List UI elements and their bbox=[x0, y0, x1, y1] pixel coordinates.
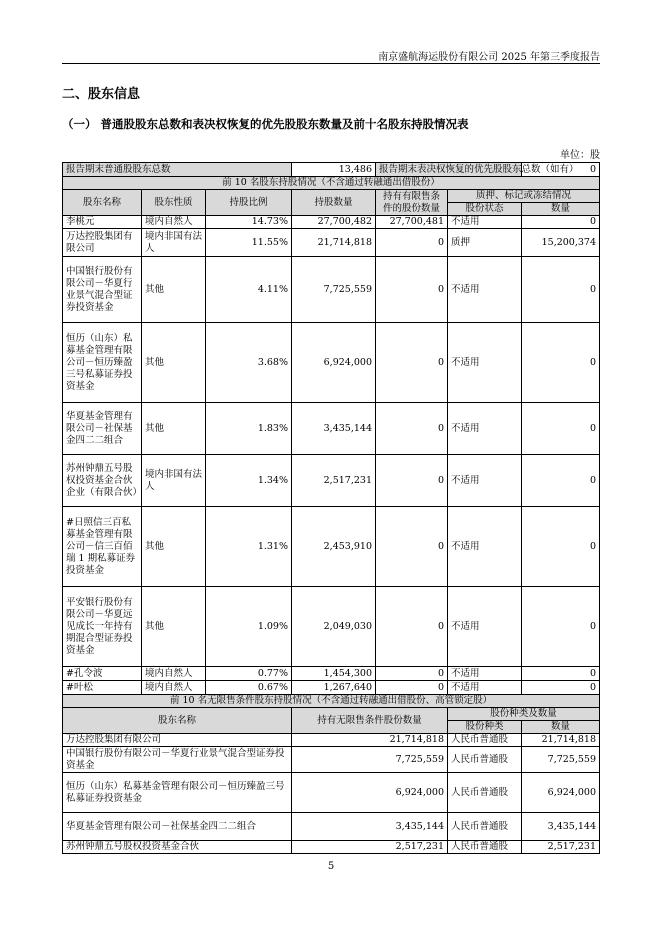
holder-nature: 其他 bbox=[142, 403, 206, 455]
holding-quantity: 7,725,559 bbox=[292, 257, 376, 323]
unrestricted-title: 前 10 名无限售条件股东持股情况（不含通过转融通出借股份、高管锁定股） bbox=[63, 695, 600, 708]
col-header-status: 股份状态 bbox=[448, 203, 522, 216]
common-holders-value: 13,486 bbox=[292, 163, 376, 177]
pledge-status: 不适用 bbox=[448, 681, 522, 695]
top10-title: 前 10 名股东持股情况（不含通过转融通出借股份） bbox=[63, 177, 600, 190]
holder-nature: 其他 bbox=[142, 257, 206, 323]
pledge-count: 0 bbox=[522, 257, 600, 323]
holding-quantity: 2,517,231 bbox=[292, 455, 376, 507]
col-header-name: 股东名称 bbox=[63, 708, 292, 734]
holding-quantity: 21,714,818 bbox=[292, 229, 376, 257]
col-header-unrestricted-quantity: 持有无限售条件股份数量 bbox=[292, 708, 448, 734]
holding-ratio: 1.09% bbox=[206, 587, 292, 667]
col-header-ratio: 持股比例 bbox=[206, 190, 292, 216]
holding-ratio: 14.73% bbox=[206, 216, 292, 229]
share-count: 7,725,559 bbox=[522, 747, 600, 773]
restricted-quantity: 0 bbox=[376, 587, 448, 667]
report-title: 南京盛航海运股份有限公司 2025 年第三季度报告 bbox=[378, 52, 600, 63]
shareholder-table bbox=[62, 162, 600, 854]
pledge-count: 0 bbox=[522, 587, 600, 667]
pledge-count: 0 bbox=[522, 403, 600, 455]
share-count: 3,435,144 bbox=[522, 813, 600, 841]
holding-quantity: 2,453,910 bbox=[292, 507, 376, 587]
restricted-quantity: 0 bbox=[376, 229, 448, 257]
pledge-status: 质押 bbox=[448, 229, 522, 257]
holder-name: #叶松 bbox=[63, 681, 142, 695]
holding-ratio: 0.67% bbox=[206, 681, 292, 695]
pledge-status: 不适用 bbox=[448, 587, 522, 667]
top10-row bbox=[63, 455, 600, 507]
page-header bbox=[62, 41, 600, 64]
unrestricted-quantity: 6,924,000 bbox=[292, 773, 448, 813]
col-header-type-group: 股份种类及数量 bbox=[448, 708, 600, 721]
top10-row bbox=[63, 257, 600, 323]
restricted-quantity: 0 bbox=[376, 403, 448, 455]
unrestricted-header-row bbox=[63, 708, 600, 721]
holding-quantity: 1,454,300 bbox=[292, 667, 376, 681]
pledge-status: 不适用 bbox=[448, 257, 522, 323]
holding-ratio: 1.31% bbox=[206, 507, 292, 587]
summary-row bbox=[63, 163, 600, 177]
holder-name: #孔令波 bbox=[63, 667, 142, 681]
restricted-quantity: 0 bbox=[376, 323, 448, 403]
unrestricted-quantity: 3,435,144 bbox=[292, 813, 448, 841]
top10-row bbox=[63, 667, 600, 681]
col-header-pledge: 质押、标记或冻结情况 bbox=[448, 190, 600, 203]
unit-label: 单位：股 bbox=[560, 150, 600, 161]
pledge-status: 不适用 bbox=[448, 455, 522, 507]
pledge-status: 不适用 bbox=[448, 667, 522, 681]
top10-title-row bbox=[63, 177, 600, 190]
unrestricted-row bbox=[63, 841, 600, 854]
pledge-status: 不适用 bbox=[448, 323, 522, 403]
pledge-count: 0 bbox=[522, 323, 600, 403]
holder-nature: 其他 bbox=[142, 323, 206, 403]
holder-name: 李桃元 bbox=[63, 216, 142, 229]
unrestricted-quantity: 2,517,231 bbox=[292, 841, 448, 854]
top10-header-row bbox=[63, 190, 600, 203]
holding-ratio: 0.77% bbox=[206, 667, 292, 681]
share-count: 2,517,231 bbox=[522, 841, 600, 854]
holding-quantity: 1,267,640 bbox=[292, 681, 376, 695]
holder-name: 平安银行股份有限公司－华夏远见成长一年持有期混合型证券投资基金 bbox=[63, 587, 142, 667]
share-type: 人民币普通股 bbox=[448, 841, 522, 854]
pledge-count: 0 bbox=[522, 667, 600, 681]
holder-name: 恒历（山东）私募基金管理有限公司－恒历臻盈三号私募证券投资基金 bbox=[63, 323, 142, 403]
top10-row bbox=[63, 229, 600, 257]
restricted-quantity: 27,700,481 bbox=[376, 216, 448, 229]
unrestricted-row bbox=[63, 747, 600, 773]
pledge-count: 0 bbox=[522, 507, 600, 587]
col-header-restricted: 持有有限售条件的股份数量 bbox=[376, 190, 448, 216]
holding-quantity: 27,700,482 bbox=[292, 216, 376, 229]
share-type: 人民币普通股 bbox=[448, 734, 522, 747]
holder-nature: 境内自然人 bbox=[142, 681, 206, 695]
holding-ratio: 1.34% bbox=[206, 455, 292, 507]
unrestricted-holder-name: 苏州钟鼎五号股权投资基金合伙 bbox=[63, 841, 292, 854]
unrestricted-quantity: 7,725,559 bbox=[292, 747, 448, 773]
unrestricted-row bbox=[63, 773, 600, 813]
col-header-nature: 股东性质 bbox=[142, 190, 206, 216]
unrestricted-quantity: 21,714,818 bbox=[292, 734, 448, 747]
restricted-quantity: 0 bbox=[376, 455, 448, 507]
holding-quantity: 3,435,144 bbox=[292, 403, 376, 455]
preferred-holders-label: 报告期末表决权恢复的优先股股东总数（如有） bbox=[376, 163, 522, 177]
holder-nature: 其他 bbox=[142, 587, 206, 667]
col-header-share-count: 数量 bbox=[522, 721, 600, 734]
pledge-count: 0 bbox=[522, 681, 600, 695]
pledge-count: 0 bbox=[522, 216, 600, 229]
section-title: 二、股东信息 bbox=[62, 87, 141, 102]
pledge-status: 不适用 bbox=[448, 403, 522, 455]
holder-nature: 境内非国有法人 bbox=[142, 229, 206, 257]
holding-quantity: 6,924,000 bbox=[292, 323, 376, 403]
holding-ratio: 4.11% bbox=[206, 257, 292, 323]
pledge-count: 0 bbox=[522, 455, 600, 507]
top10-row bbox=[63, 587, 600, 667]
top10-row bbox=[63, 507, 600, 587]
holding-ratio: 11.55% bbox=[206, 229, 292, 257]
holding-ratio: 3.68% bbox=[206, 323, 292, 403]
holder-nature: 境内自然人 bbox=[142, 667, 206, 681]
top10-row bbox=[63, 681, 600, 695]
unrestricted-row bbox=[63, 813, 600, 841]
unrestricted-holder-name: 万达控股集团有限公司 bbox=[63, 734, 292, 747]
top10-row bbox=[63, 216, 600, 229]
holding-ratio: 1.83% bbox=[206, 403, 292, 455]
holder-name: 华夏基金管理有限公司－社保基金四二二组合 bbox=[63, 403, 142, 455]
restricted-quantity: 0 bbox=[376, 507, 448, 587]
share-type: 人民币普通股 bbox=[448, 813, 522, 841]
restricted-quantity: 0 bbox=[376, 667, 448, 681]
top10-row bbox=[63, 323, 600, 403]
col-header-quantity: 持股数量 bbox=[292, 190, 376, 216]
pledge-count: 15,200,374 bbox=[522, 229, 600, 257]
col-header-count: 数量 bbox=[522, 203, 600, 216]
unrestricted-holder-name: 恒历（山东）私募基金管理有限公司－恒历臻盈三号私募证券投资基金 bbox=[63, 773, 292, 813]
holding-quantity: 2,049,030 bbox=[292, 587, 376, 667]
holder-name: #日照信三百私募基金管理有限公司－信三百佰瑞 1 期私募证券投资基金 bbox=[63, 507, 142, 587]
unrestricted-holder-name: 中国银行股份有限公司－华夏行业景气混合型证券投资基金 bbox=[63, 747, 292, 773]
restricted-quantity: 0 bbox=[376, 681, 448, 695]
holder-name: 苏州钟鼎五号股权投资基金合伙企业（有限合伙） bbox=[63, 455, 142, 507]
unrestricted-row bbox=[63, 734, 600, 747]
holder-nature: 境内非国有法人 bbox=[142, 455, 206, 507]
common-holders-label: 报告期末普通股股东总数 bbox=[63, 163, 292, 177]
page-number: 5 bbox=[327, 861, 335, 872]
unrestricted-holder-name: 华夏基金管理有限公司－社保基金四二二组合 bbox=[63, 813, 292, 841]
top10-row bbox=[63, 403, 600, 455]
share-count: 21,714,818 bbox=[522, 734, 600, 747]
unrestricted-title-row bbox=[63, 695, 600, 708]
share-type: 人民币普通股 bbox=[448, 773, 522, 813]
holder-name: 中国银行股份有限公司－华夏行业景气混合型证券投资基金 bbox=[63, 257, 142, 323]
col-header-share-type: 股份种类 bbox=[448, 721, 522, 734]
preferred-holders-value: 0 bbox=[522, 163, 600, 177]
col-header-name: 股东名称 bbox=[63, 190, 142, 216]
pledge-status: 不适用 bbox=[448, 507, 522, 587]
holder-name: 万达控股集团有限公司 bbox=[63, 229, 142, 257]
share-count: 6,924,000 bbox=[522, 773, 600, 813]
holder-nature: 其他 bbox=[142, 507, 206, 587]
restricted-quantity: 0 bbox=[376, 257, 448, 323]
holder-nature: 境内自然人 bbox=[142, 216, 206, 229]
share-type: 人民币普通股 bbox=[448, 747, 522, 773]
pledge-status: 不适用 bbox=[448, 216, 522, 229]
subsection-title: （一） 普通股股东总数和表决权恢复的优先股股东数量及前十名股东持股情况表 bbox=[62, 117, 469, 131]
